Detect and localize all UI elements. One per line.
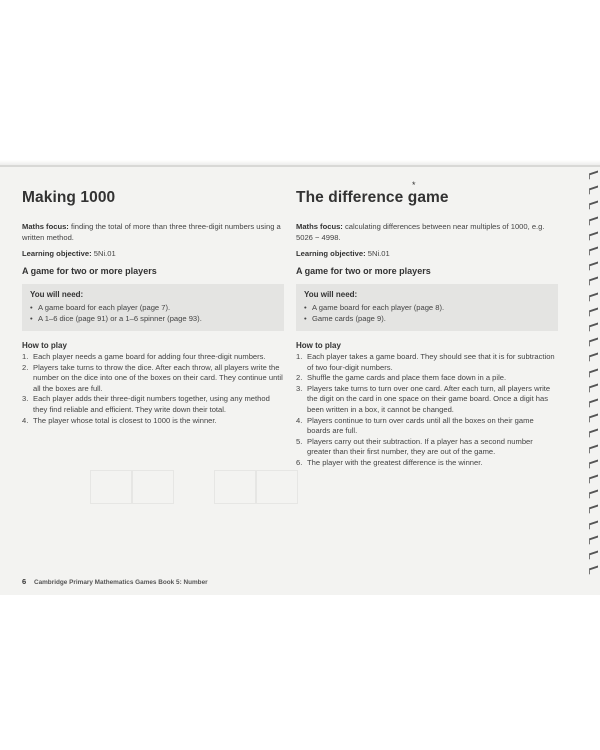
binding-ring <box>589 429 598 438</box>
learning-objective-code: 5Ni.01 <box>93 249 116 258</box>
asterisk-mark: * <box>412 180 416 190</box>
learning-objective-code: 5Ni.01 <box>367 249 390 258</box>
binding-ring <box>589 566 598 575</box>
binding-ring <box>589 247 598 256</box>
binding-ring <box>589 353 598 362</box>
you-will-need-box <box>22 284 284 331</box>
how-to-play-title: How to play <box>296 341 341 350</box>
step-item: 1. Each player takes a game board. They should see that it is for subtraction of two four-digit numbers. <box>296 352 555 372</box>
show-through-box <box>90 470 132 504</box>
learning-objective-label: Learning objective: <box>22 249 92 258</box>
binding-ring <box>589 292 598 301</box>
binding-ring <box>589 444 598 453</box>
learning-objective <box>22 249 284 258</box>
section-title: The difference game <box>296 189 449 206</box>
bullet-icon: • <box>304 303 307 312</box>
you-will-need-title: You will need: <box>30 290 84 299</box>
book-page <box>0 165 600 595</box>
step-item: 5. Players carry out their subtraction. If a player has a second number greater than their first number, they are out of the game. <box>296 436 533 457</box>
binding-ring <box>589 277 598 286</box>
book-title: Cambridge Primary Mathematics Games Book 5: Number <box>33 579 208 586</box>
step-item: 1. Each player needs a game board for adding four three-digit numbers. <box>22 352 266 361</box>
step-item: 6. The player with the greatest difference is the winner. <box>296 457 483 467</box>
step-item: 3. Each player adds their three-digit numbers together, using any method they find reliable and efficient. They write down their total. <box>22 394 270 414</box>
binding-ring <box>589 490 598 499</box>
binding-ring <box>589 505 598 514</box>
binding-ring <box>589 338 598 347</box>
maths-focus-label: Maths focus: <box>22 222 69 231</box>
game-subtitle: A game for two or more players <box>296 266 431 276</box>
show-through-box <box>214 470 256 504</box>
step-item: 4. Players continue to turn over cards until all the boxes on their game boards are full. <box>296 415 534 436</box>
making-1000-section <box>22 189 284 426</box>
game-subtitle: A game for two or more players <box>22 266 157 276</box>
step-item: 2. Shuffle the game cards and place them face down in a pile. <box>296 373 507 383</box>
need-item: • Game cards (page 9). <box>304 314 386 323</box>
section-title: Making 1000 <box>22 189 116 206</box>
step-item: 3. Players take turns to turn over one card. After each turn, all players write the digit on the card in one space on their game board. Once a digit has been written in a box, it cannot be changed. <box>296 383 551 414</box>
need-item: • A game board for each player (page 8). <box>304 303 445 312</box>
maths-focus-text: calculating differences between near multiples of 1000, e.g. 5026 − 4998. <box>296 222 545 242</box>
need-item: • A 1–6 dice (page 91) or a 1–6 spinner (page 93). <box>30 314 202 323</box>
binding-ring <box>589 186 598 195</box>
show-through-game-board <box>90 470 330 504</box>
binding-ring <box>589 535 598 544</box>
step-item: 4. The player whose total is closest to 1000 is the winner. <box>22 415 217 425</box>
bullet-icon: • <box>30 303 33 312</box>
binding-ring <box>589 383 598 392</box>
binding-ring <box>589 414 598 423</box>
binding-ring <box>589 551 598 560</box>
binding-ring <box>589 216 598 225</box>
binding-ring <box>589 520 598 529</box>
learning-objective <box>296 249 558 258</box>
binding-ring <box>589 475 598 484</box>
maths-focus-label: Maths focus: <box>296 222 343 231</box>
binding-ring <box>589 368 598 377</box>
page-footer <box>22 577 208 586</box>
page-number: 6 <box>22 577 27 586</box>
learning-objective-label: Learning objective: <box>296 249 366 258</box>
bullet-icon: • <box>30 314 33 323</box>
binding-ring <box>589 459 598 468</box>
step-item: 2. Players take turns to throw the dice. After each throw, all players write the number on the dice into one of the boxes on their card. They continue until all the boxes are full. <box>22 362 283 393</box>
binding-ring <box>589 323 598 332</box>
maths-focus <box>22 221 284 243</box>
maths-focus-text: finding the total of more than three three-digit numbers using a written method. <box>22 222 281 242</box>
binding-ring <box>589 231 598 240</box>
binding-ring <box>589 171 598 180</box>
you-will-need-box <box>296 284 558 331</box>
how-to-play-title: How to play <box>22 341 67 350</box>
maths-focus <box>296 221 558 243</box>
binding-ring <box>589 399 598 408</box>
binding-ring <box>589 307 598 316</box>
spiral-binding <box>584 168 600 588</box>
need-item: • A game board for each player (page 7). <box>30 303 171 312</box>
binding-ring <box>589 201 598 210</box>
show-through-box <box>132 470 174 504</box>
difference-game-section <box>296 189 558 469</box>
show-through-box <box>256 470 298 504</box>
bullet-icon: • <box>304 314 307 323</box>
binding-ring <box>589 262 598 271</box>
you-will-need-title: You will need: <box>304 290 358 299</box>
